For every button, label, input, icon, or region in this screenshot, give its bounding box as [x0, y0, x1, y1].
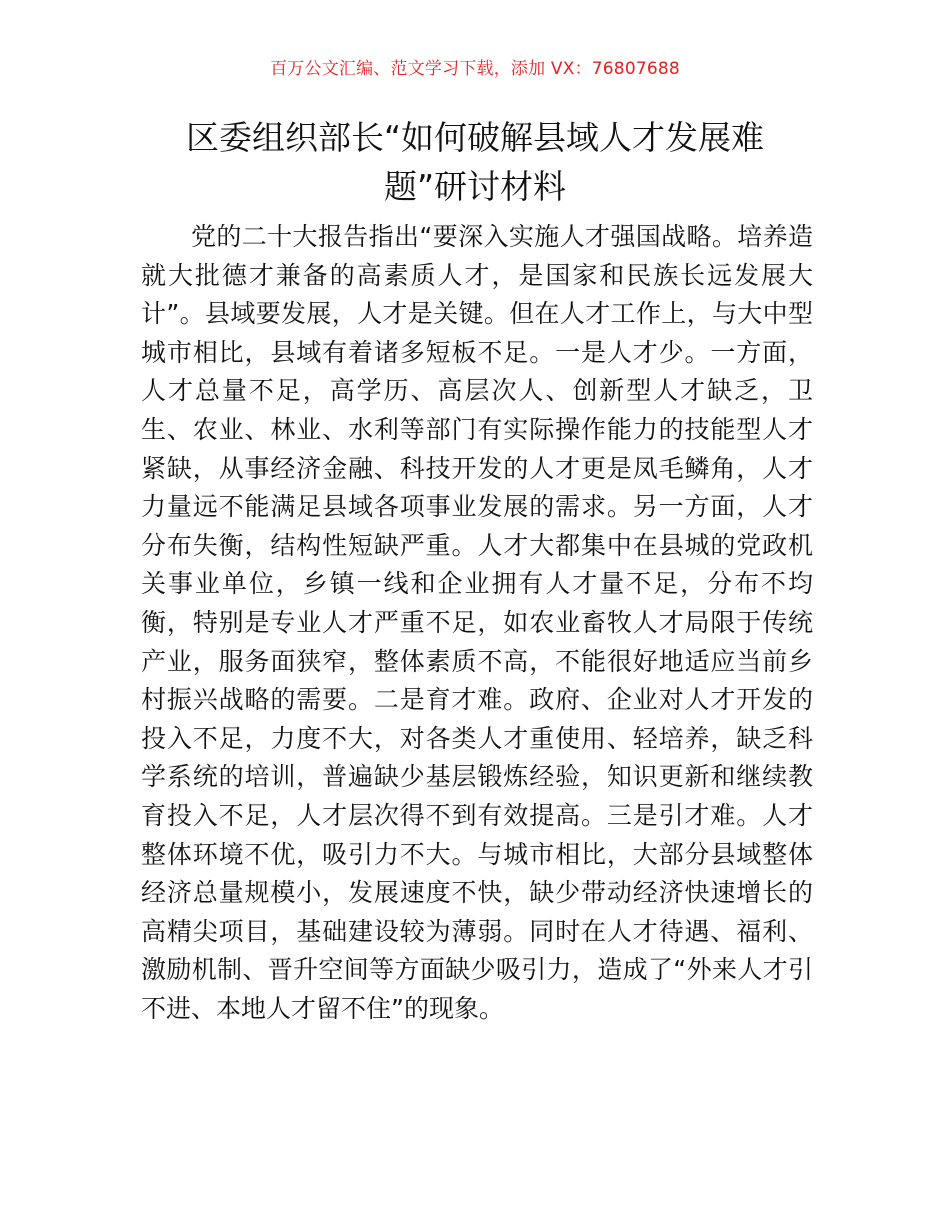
- document-body-paragraph: 党的二十大报告指出“要深入实施人才强国战略。培养造就大批德才兼备的高素质人才，是国家和民族长远发展大计”。县域要发展，人才是关键。但在人才工作上，与大中型城市相比，县域有着诸多短板不足。一是人才少。一方面，人才总量不足，高学历、高层次人、创新型人才缺乏，卫生、农业、林业、水利等部门有实际操作能力的技能型人才紧缺，从事经济金融、科技开发的人才更是凤毛鳞角，人才力量远不能满足县域各项事业发展的需求。另一方面，人才分布失衡，结构性短缺严重。人才大都集中在县城的党政机关事业单位，乡镇一线和企业拥有人才量不足，分布不均衡，特别是专业人才严重不足，如农业畜牧人才局限于传统产业，服务面狭窄，整体素质不高，不能很好地适应当前乡村振兴战略的需要。二是育才难。政府、企业对人才开发的投入不足，力度不大，对各类人才重使用、轻培养，缺乏科学系统的培训，普遍缺少基层锻炼经验，知识更新和继续教育投入不足，人才层次得不到有效提高。三是引才难。人才整体环境不优，吸引力不大。与城市相比，大部分县域整体经济总量规模小，发展速度不快，缺少带动经济快速增长的高精尖项目，基础建设较为薄弱。同时在人才待遇、福利、激励机制、晋升空间等方面缺少吸引力，造成了“外来人才引不进、本地人才留不住”的现象。: [141, 222, 813, 1023]
- promo-header: 百万公文汇编、范文学习下载，添加 VX：76807688: [270, 59, 680, 79]
- document-title: 区委组织部长“如何破解县域人才发展难题”研讨材料: [185, 118, 765, 206]
